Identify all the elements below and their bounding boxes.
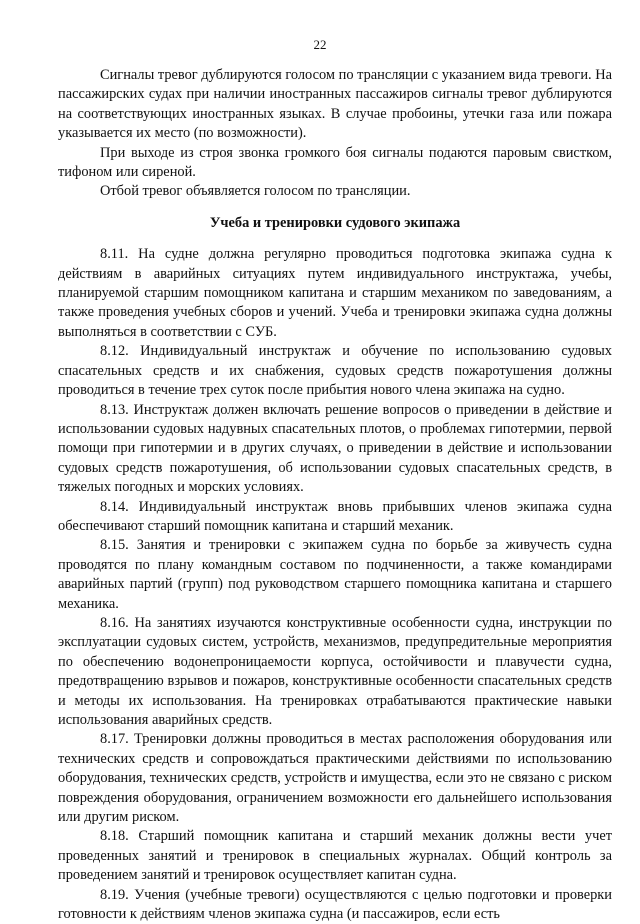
- clause-8-14: 8.14. Индивидуальный инструктаж вновь прибывших членов экипажа судна обеспечивают старший помощник капитана и старший механик.: [58, 498, 612, 534]
- clause-8-15: 8.15. Занятия и тренировки с экипажем судна по борьбе за живучесть судна проводятся по плану командным составом по подчиненности, а также командирами аварийных партий (групп) под руководством старшего помощника капитана и старшего механика.: [58, 537, 612, 612]
- clause-8-18: 8.18. Старший помощник капитана и старший механик должны вести учет проведенных занятий и тренировок в специальных журналах. Общий контроль за проведением занятий и тренировок осуществляет капитан судна.: [58, 828, 612, 884]
- clause-8-11: 8.11. На судне должна регулярно проводиться подготовка экипажа судна к действиям в аварийных ситуациях путем индивидуального инструктажа, учебы, планируемой старшим помощником капитана и старшим механиком по заведованиям, а также проведения учебных сборов и учений. Учеба и тренировки экипажа судна должны выполняться в соответствии с СУБ.: [58, 246, 612, 340]
- intro-paragraph-alarm-duplication: Сигналы тревог дублируются голосом по трансляции с указанием вида тревоги. На пассажирских судах при наличии иностранных пассажиров сигналы тревог дублируются на соответствующих иностранных языках. В случае пробоины, утечки газа или пожара указывается их место (по возможности).: [58, 67, 612, 142]
- intro-paragraph-bell-failure: При выходе из строя звонка громкого боя сигналы подаются паровым свистком, тифоном или сиреной.: [58, 144, 612, 181]
- section-title: Учеба и тренировки судового экипажа: [209, 214, 461, 231]
- clause-8-12: 8.12. Индивидуальный инструктаж и обучение по использованию судовых спасательных средств и их снабжения, судовых средств пожаротушения должны проводиться в течение трех суток после прибытия нового члена экипажа на судно.: [58, 343, 612, 399]
- clause-8-19: 8.19. Учения (учебные тревоги) осуществляются с целью подготовки и проверки готовности к действиям членов экипажа судна (и пассажиров, если есть: [58, 886, 612, 923]
- page-number: 22: [313, 37, 327, 52]
- intro-paragraph-alarm-cancel: Отбой тревог объявляется голосом по трансляции.: [100, 183, 411, 200]
- clause-8-17: 8.17. Тренировки должны проводиться в местах расположения оборудования или технических средств и сопровождаться практическими действиями по использованию оборудования, технических средств, устройств и имущества, если это не связано с риском повреждения оборудования, ограничением возможности его дальнейшего использования или другим риском.: [58, 731, 612, 826]
- page-content: [58, 66, 612, 924]
- clause-8-16: 8.16. На занятиях изучаются конструктивные особенности судна, инструкции по эксплуатации судовых систем, устройств, механизмов, предупредительные мероприятия по обеспечению водонепроницаемости корпуса, остойчивости и плавучести судна, предотвращению взрывов и пожаров, конструктивные особенности спасательных средств и методы их использования. На тренировках отрабатываются практические навыки использования аварийных средств.: [58, 614, 612, 728]
- clause-8-13: 8.13. Инструктаж должен включать решение вопросов о приведении в действие и использовании судовых надувных спасательных плотов, о проблемах гипотермии, первой помощи при гипотермии и в других случаях, о приведении в действие и использовании судовых средств пожаротушения, об использовании судовых спасательных средств, в тяжелых погодных и морских условиях.: [58, 401, 612, 496]
